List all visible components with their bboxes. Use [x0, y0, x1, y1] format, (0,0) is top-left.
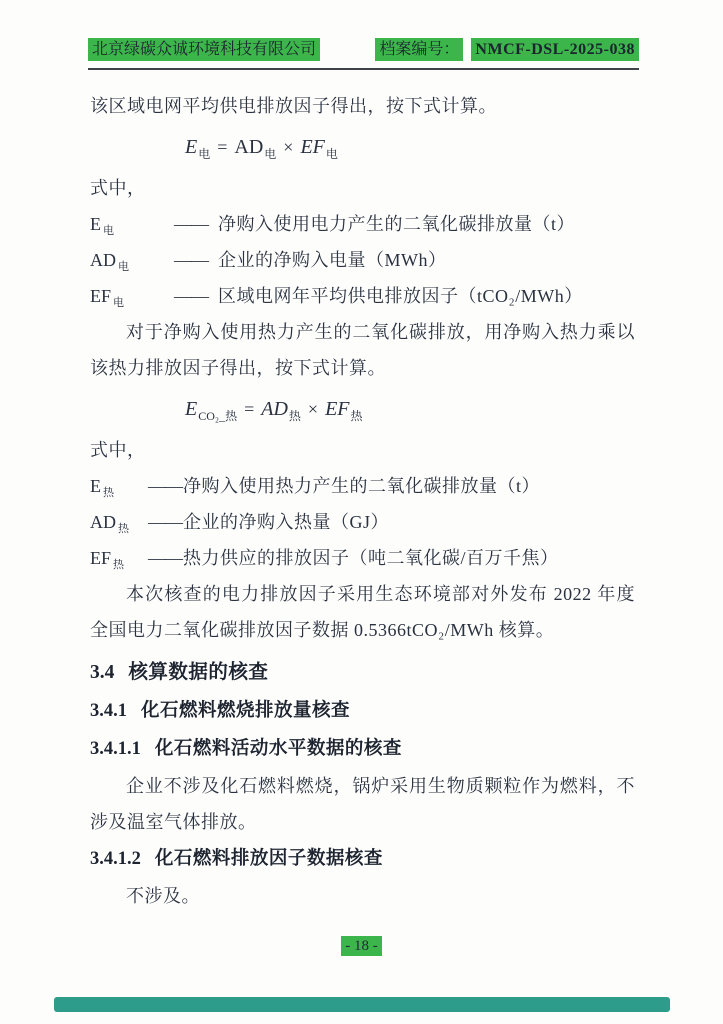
term-row: [90, 278, 635, 314]
doc-number-group: [375, 38, 639, 61]
equals-sign: =: [244, 399, 255, 419]
paragraph-emission-factor: 本次核查的电力排放因子采用生态环境部对外发布 2022 年度全国电力二氧化碳排放因子数据 0.5366tCO₂/MWh 核算。: [90, 584, 635, 640]
term-symbol: AD $_热$: [90, 512, 129, 535]
formula-ad-subscript: 电: [264, 147, 277, 161]
heading-3-4-1-1: [90, 730, 635, 768]
formula-heat: [185, 391, 635, 427]
term-dash: ——: [148, 548, 182, 568]
term-subscript: 热: [113, 559, 125, 571]
heading-number: 3.4.1: [90, 701, 127, 721]
term-list-heat: [90, 468, 635, 576]
term-symbol: AD $_电$: [90, 250, 129, 273]
formula-ad-subscript: 热: [288, 409, 301, 423]
term-symbol: EF $_电$: [90, 286, 125, 309]
term-dash: ——: [174, 250, 208, 270]
term-symbol: EF $_热$: [90, 548, 125, 571]
heading-number: 3.4: [90, 662, 115, 683]
term-description: 区域电网年平均供电排放因子（tCO₂/MWh）: [218, 286, 583, 306]
company-name: 北京绿碳众诚环境科技有限公司: [88, 38, 320, 61]
heading-title: 化石燃料排放因子数据核查: [154, 849, 383, 869]
term-description: 净购入使用电力产生的二氧化碳排放量（t）: [218, 214, 575, 234]
equals-sign: =: [217, 137, 228, 157]
formula-lhs-subscript: 电: [198, 147, 211, 161]
formula-lhs: E: [185, 136, 198, 158]
term-subscript: 热: [118, 523, 129, 535]
where-clause-electricity: 式中，: [90, 178, 146, 198]
paragraph-grid-factor: 该区域电网平均供电排放因子得出，按下式计算。: [90, 96, 497, 116]
formula-ad: AD: [234, 136, 264, 158]
term-subscript: 电: [118, 261, 129, 273]
term-list-electricity: [90, 206, 635, 314]
formula-lhs: E: [185, 398, 198, 420]
formula-ef: EF: [300, 136, 325, 158]
term-row: [90, 242, 635, 278]
term-symbol: E $_热$: [90, 476, 114, 499]
term-row: [90, 540, 635, 576]
term-symbol: E $_电$: [90, 214, 114, 237]
formula-lhs-subscript: CO₂_热: [198, 409, 238, 423]
term-row: [90, 504, 635, 540]
paragraph-heat: 对于净购入使用热力产生的二氧化碳排放，用净购入热力乘以该热力排放因子得出，按下式计算。: [90, 322, 635, 378]
term-description: 净购入使用热力产生的二氧化碳排放量（t）: [183, 476, 540, 496]
heading-title: 化石燃料活动水平数据的核查: [154, 739, 402, 759]
footer-highlight-bar: [54, 997, 670, 1012]
formula-ef: EF: [325, 398, 350, 420]
page-header: [88, 38, 639, 70]
term-dash: ——: [174, 214, 208, 234]
paragraph-no-fossil-fuel: 企业不涉及化石燃料燃烧，锅炉采用生物质颗粒作为燃料，不涉及温室气体排放。: [90, 776, 635, 832]
term-description: 企业的净购入热量（GJ）: [183, 512, 390, 532]
term-subscript: 电: [103, 225, 114, 237]
term-description: 企业的净购入电量（MWh）: [218, 250, 447, 270]
term-subscript: 电: [113, 297, 125, 309]
term-dash: ——: [174, 286, 208, 306]
term-dash: ——: [148, 512, 182, 532]
formula-ef-subscript: 电: [325, 147, 338, 161]
term-dash: ——: [148, 476, 182, 496]
formula-ef-subscript: 热: [350, 409, 363, 423]
heading-3-4-1-2: [90, 840, 635, 878]
term-row: [90, 206, 635, 242]
formula-ad: AD: [261, 398, 288, 420]
page-body: [90, 88, 635, 914]
multiply-sign: ×: [283, 137, 294, 157]
doc-number-value: NMCF-DSL-2025-038: [471, 38, 639, 61]
heading-title: 化石燃料燃烧排放量核查: [141, 701, 351, 721]
heading-3-4-1: [90, 692, 635, 730]
page-number-container: [0, 937, 723, 955]
heading-number: 3.4.1.1: [90, 739, 141, 759]
page-number: - 18 -: [341, 936, 382, 956]
heading-number: 3.4.1.2: [90, 849, 141, 869]
paragraph-not-involved: 不涉及。: [126, 886, 200, 906]
term-row: [90, 468, 635, 504]
heading-title: 核算数据的核查: [128, 662, 269, 683]
term-description: 热力供应的排放因子（吨二氧化碳/百万千焦）: [183, 548, 559, 568]
term-subscript: 热: [103, 487, 114, 499]
doc-number-label: 档案编号：: [375, 38, 463, 61]
multiply-sign: ×: [307, 399, 319, 419]
where-clause-heat: 式中，: [90, 440, 146, 460]
heading-3-4: [90, 654, 635, 692]
formula-electricity: [185, 129, 635, 165]
